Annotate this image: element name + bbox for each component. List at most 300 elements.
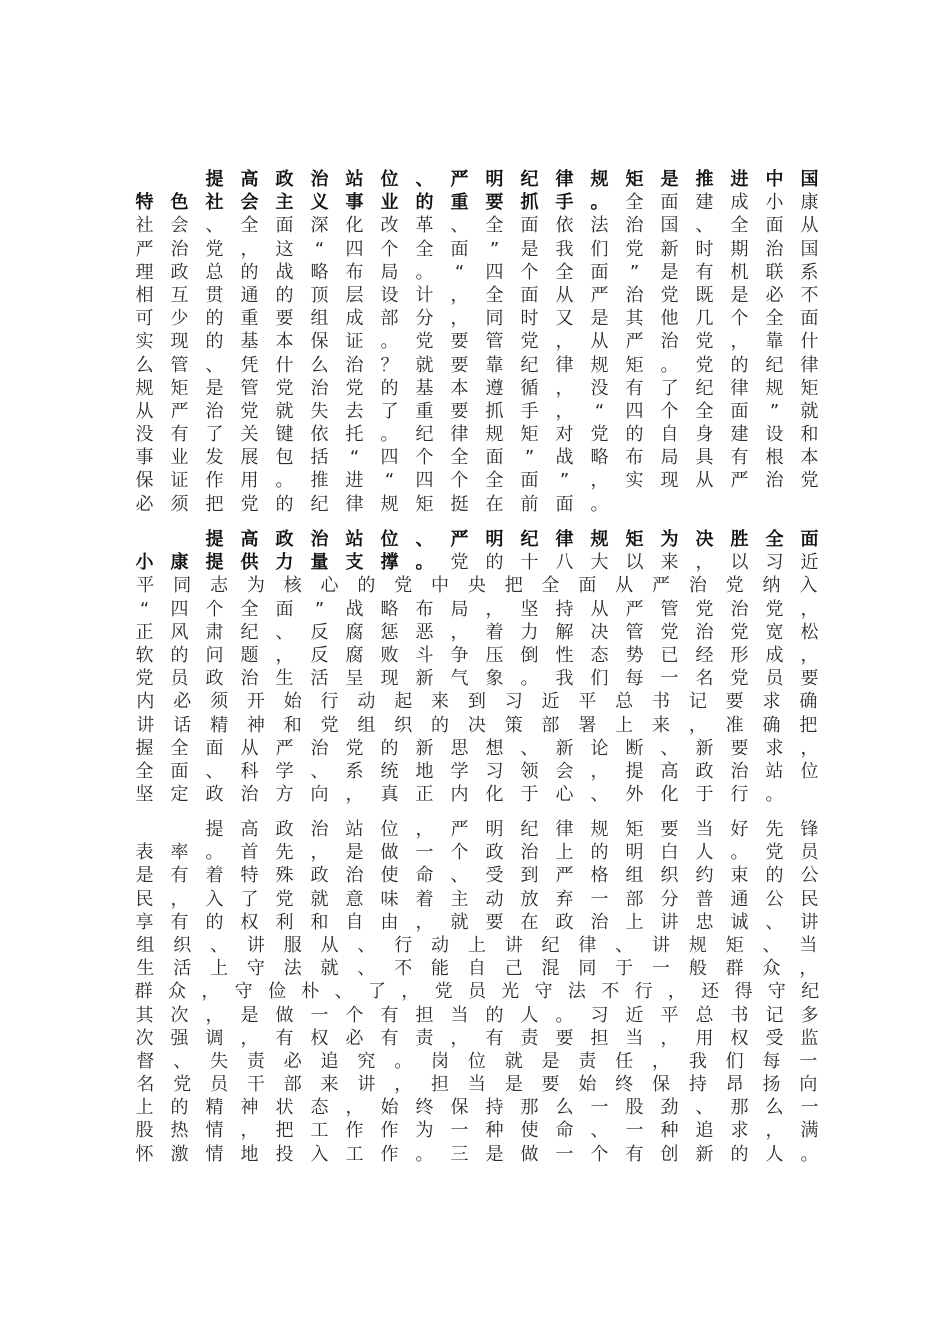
text-char: 依 — [310, 424, 329, 446]
text-char: 组 — [310, 308, 329, 330]
text-char: ” — [769, 400, 780, 422]
text-char: 锋 — [800, 819, 819, 840]
text-char: 动 — [357, 691, 376, 713]
text-char: 了 — [380, 400, 399, 422]
text-char: 了 — [205, 424, 224, 446]
text-char: 追 — [695, 1120, 714, 1142]
text-char: 事 — [345, 192, 364, 214]
text-char: 从 — [615, 575, 634, 597]
text-char: 一 — [652, 958, 670, 980]
text-char: 态 — [590, 644, 609, 666]
text-char: ” — [629, 261, 640, 283]
text-char: 群 — [134, 981, 153, 1003]
text-char: 本 — [450, 377, 469, 399]
text-char: 化 — [485, 784, 504, 806]
text-char: 面 — [800, 529, 819, 550]
text-char: 近 — [800, 552, 819, 574]
text-char: 治 — [310, 377, 329, 399]
text-char: 新 — [695, 737, 714, 759]
text-line — [127, 783, 827, 806]
text-char: 用 — [695, 1027, 714, 1049]
text-char: 面 — [578, 575, 597, 597]
text-char: 略 — [310, 261, 329, 283]
text-char: 坚 — [135, 784, 154, 806]
text-char: 面 — [555, 493, 574, 515]
text-char: 的 — [431, 714, 450, 736]
text-char: 那 — [520, 1097, 539, 1119]
text-char: 法 — [283, 958, 302, 980]
text-char: 党 — [275, 377, 294, 399]
text-char: 。 — [415, 1143, 434, 1165]
text-char: 问 — [205, 644, 224, 666]
text-char: 、 — [415, 169, 434, 190]
text-char: 律 — [555, 354, 574, 376]
text-char: 位 — [380, 169, 399, 190]
text-char: 明 — [485, 819, 504, 840]
text-char: 织 — [394, 714, 413, 736]
text-char: 矩 — [625, 354, 644, 376]
text-char: 就 — [800, 400, 819, 422]
text-char: 恶 — [415, 621, 434, 643]
text-char: 全 — [485, 215, 504, 237]
text-char: 色 — [170, 192, 189, 214]
text-char: 发 — [205, 447, 224, 469]
text-char: 同 — [578, 958, 597, 980]
text-char: 股 — [135, 1120, 154, 1142]
text-char: “ — [349, 447, 360, 469]
text-char: 互 — [170, 284, 189, 306]
text-char: 提 — [205, 529, 224, 550]
text-char: 联 — [765, 261, 784, 283]
text-char: 治 — [688, 575, 707, 597]
text-char: 行 — [730, 784, 749, 806]
paragraph-3 — [127, 818, 827, 1166]
text-char: 讲 — [504, 934, 523, 956]
text-char: 员 — [467, 981, 486, 1003]
text-char: 同 — [485, 308, 504, 330]
text-char: 来 — [660, 552, 679, 574]
text-char: 保 — [652, 1074, 670, 1096]
text-char: 纪 — [415, 424, 434, 446]
text-char: 的 — [275, 284, 294, 306]
text-char: 于 — [520, 784, 539, 806]
text-char: 、 — [357, 934, 376, 956]
text-char: 成 — [765, 644, 784, 666]
text-char: 是 — [345, 842, 364, 864]
text-char: 新 — [660, 238, 679, 260]
text-char: 四 — [625, 400, 644, 422]
text-char: 、 — [450, 865, 469, 887]
text-char: 在 — [520, 911, 539, 933]
text-char: 提 — [625, 760, 644, 782]
text-char: 治 — [660, 331, 679, 353]
text-char: 着 — [415, 888, 434, 910]
text-char: 上 — [555, 842, 574, 864]
text-char: 又 — [555, 308, 574, 330]
text-char: ， — [205, 1004, 224, 1026]
text-char: 面 — [520, 215, 539, 237]
text-char: 四 — [485, 261, 504, 283]
text-char: 的 — [380, 377, 399, 399]
text-char: 部 — [541, 714, 560, 736]
text-line — [127, 621, 827, 644]
text-char: 。 — [800, 1143, 819, 1165]
text-char: 民 — [800, 888, 819, 910]
text-char: 治 — [310, 169, 329, 190]
text-char: 矩 — [800, 377, 819, 399]
text-char: 党 — [695, 331, 714, 353]
text-char: 科 — [240, 760, 259, 782]
text-char: 相 — [135, 284, 154, 306]
text-char: 论 — [590, 737, 609, 759]
text-char: 服 — [283, 934, 302, 956]
text-char: 。 — [765, 784, 784, 806]
text-char: 倒 — [520, 644, 539, 666]
text-char: 保 — [135, 470, 154, 492]
text-char: 当 — [695, 819, 714, 840]
text-char: 投 — [275, 1143, 294, 1165]
text-char: ， — [170, 888, 189, 910]
text-char: 利 — [275, 911, 294, 933]
text-char: 局 — [660, 447, 679, 469]
text-char: 就 — [450, 911, 469, 933]
text-char: 全 — [485, 470, 504, 492]
text-char: 政 — [275, 529, 294, 550]
text-char: 治 — [205, 400, 224, 422]
text-char: 有 — [485, 1027, 504, 1049]
text-char: 的 — [205, 911, 224, 933]
text-char: 从 — [240, 737, 259, 759]
text-char: 面 — [520, 470, 539, 492]
text-char: 全 — [765, 308, 784, 330]
text-char: 思 — [450, 737, 469, 759]
text-char: 任 — [615, 1050, 634, 1072]
text-char: 一 — [590, 888, 609, 910]
text-char: 个 — [450, 470, 469, 492]
text-char: 可 — [135, 308, 154, 330]
text-char: 调 — [205, 1027, 224, 1049]
text-char: 平 — [578, 691, 597, 713]
text-char: 、 — [590, 1120, 609, 1142]
text-char: 身 — [695, 424, 714, 446]
text-char: 面 — [170, 760, 189, 782]
text-char: 确 — [762, 714, 781, 736]
text-char: 督 — [136, 1050, 155, 1072]
text-char: 员 — [765, 668, 784, 690]
text-char: 向 — [310, 784, 329, 806]
text-char: 全 — [240, 598, 259, 620]
text-char: 法 — [590, 215, 609, 237]
text-char: 松 — [800, 621, 819, 643]
text-char: 须 — [170, 493, 189, 515]
text-char: 四 — [345, 238, 364, 260]
text-char: 种 — [485, 1120, 504, 1142]
text-char: 就 — [310, 888, 329, 910]
text-char: 治 — [730, 598, 749, 620]
text-char: 党 — [765, 598, 784, 620]
text-char: 党 — [800, 470, 819, 492]
text-char: 形 — [730, 644, 749, 666]
text-char: ， — [660, 1027, 679, 1049]
text-char: 会 — [170, 215, 189, 237]
text-char: 严 — [135, 238, 154, 260]
text-char: 学 — [275, 760, 294, 782]
text-char: 高 — [240, 529, 259, 550]
text-char: 面 — [450, 238, 469, 260]
text-char: 业 — [380, 192, 399, 214]
text-char: 态 — [310, 1097, 329, 1119]
text-char: 括 — [310, 447, 329, 469]
text-char: ” — [559, 470, 570, 492]
text-char: 规 — [590, 354, 609, 376]
text-char: 政 — [555, 911, 574, 933]
text-char: 全 — [415, 238, 434, 260]
text-char: 从 — [135, 400, 154, 422]
text-char: 。 — [520, 668, 539, 690]
text-char: 习 — [590, 1004, 609, 1026]
text-char: ， — [201, 981, 220, 1003]
text-char: 讲 — [357, 1074, 376, 1096]
text-char: 局 — [450, 598, 469, 620]
text-char: 治 — [170, 238, 189, 260]
text-char: 明 — [625, 842, 644, 864]
text-char: 、 — [205, 215, 224, 237]
text-char: 严 — [450, 169, 469, 190]
text-char: 革 — [415, 215, 434, 237]
text-char: 软 — [135, 644, 154, 666]
text-char: 高 — [660, 760, 679, 782]
text-char: “ — [594, 400, 605, 422]
text-char: 斗 — [415, 644, 434, 666]
text-char: 受 — [485, 865, 504, 887]
text-char: 始 — [578, 1074, 597, 1096]
text-char: 推 — [310, 470, 329, 492]
text-char: 矩 — [415, 493, 434, 515]
text-char: 众 — [167, 981, 186, 1003]
text-char: 本 — [800, 447, 819, 469]
text-char: 是 — [660, 261, 679, 283]
text-char: 普 — [695, 888, 714, 910]
text-char: 神 — [240, 1097, 259, 1119]
text-char: 全 — [625, 192, 644, 214]
text-char: 作 — [380, 1143, 399, 1165]
text-char: 有 — [695, 261, 714, 283]
text-char: 的 — [730, 1143, 749, 1165]
text-char: 面 — [205, 737, 224, 759]
text-char: 。 — [730, 842, 749, 864]
text-char: 明 — [485, 529, 504, 550]
text-char: 求 — [765, 737, 784, 759]
text-line — [127, 354, 827, 377]
text-char: 化 — [660, 784, 679, 806]
text-char: 。 — [660, 354, 679, 376]
text-char: 是 — [485, 1143, 504, 1165]
text-char: 使 — [380, 865, 399, 887]
text-char: ， — [555, 377, 574, 399]
text-char: 员 — [170, 668, 189, 690]
text-char: 纪 — [310, 493, 329, 515]
text-char: ， — [800, 598, 819, 620]
text-char: 胜 — [730, 529, 749, 550]
text-char: 么 — [555, 1097, 574, 1119]
text-char: 先 — [275, 842, 294, 864]
text-char: 贯 — [205, 284, 224, 306]
text-char: 略 — [590, 447, 609, 469]
text-char: 规 — [590, 169, 609, 190]
text-char: 党 — [173, 1074, 192, 1096]
text-char: ， — [240, 238, 259, 260]
text-char: 党 — [415, 331, 434, 353]
text-char: 同 — [173, 575, 192, 597]
text-char: 要 — [555, 1027, 574, 1049]
text-char: 从 — [590, 598, 609, 620]
text-char: 推 — [695, 169, 714, 190]
text-char: 现 — [380, 668, 399, 690]
text-char: 站 — [345, 169, 364, 190]
text-char: 手 — [555, 192, 574, 214]
text-char: 的 — [240, 261, 259, 283]
text-char: 象 — [485, 668, 504, 690]
text-char: 、 — [173, 1050, 192, 1072]
text-line — [127, 1027, 827, 1050]
text-char: 治 — [240, 784, 259, 806]
text-char: 供 — [240, 552, 259, 574]
text-char: 包 — [275, 447, 294, 469]
text-char: 具 — [695, 447, 714, 469]
text-char: 平 — [660, 1004, 679, 1026]
text-line — [127, 1073, 827, 1096]
text-char: 上 — [615, 714, 634, 736]
text-char: 他 — [660, 308, 679, 330]
text-char: 党 — [625, 238, 644, 260]
text-char: 好 — [730, 819, 749, 840]
text-char: 的 — [205, 331, 224, 353]
text-char: 高 — [240, 819, 259, 840]
text-char: 计 — [415, 284, 434, 306]
text-char: 党 — [240, 400, 259, 422]
text-char: ， — [450, 284, 469, 306]
text-char: 纪 — [240, 621, 259, 643]
text-char: 八 — [555, 552, 574, 574]
text-char: 。 — [590, 493, 609, 515]
text-char: 精 — [205, 1097, 224, 1119]
text-char: 讲 — [800, 911, 819, 933]
text-char: 于 — [615, 958, 634, 980]
text-char: 有 — [380, 1004, 399, 1026]
text-char: 作 — [345, 1120, 364, 1142]
text-char: 由 — [380, 911, 399, 933]
text-char: 腐 — [345, 644, 364, 666]
text-char: 特 — [240, 865, 259, 887]
text-char: 要 — [800, 668, 819, 690]
text-char: 准 — [725, 714, 744, 736]
text-char: 须 — [210, 691, 229, 713]
text-char: 严 — [170, 400, 189, 422]
text-char: 当 — [467, 1074, 486, 1096]
text-char: 四 — [380, 447, 399, 469]
text-char: 地 — [240, 1143, 259, 1165]
text-char: 严 — [275, 737, 294, 759]
text-char: 组 — [625, 865, 644, 887]
text-char: 严 — [652, 575, 670, 597]
text-char: 真 — [380, 784, 399, 806]
text-char: 和 — [283, 714, 302, 736]
text-char: 要 — [541, 1074, 560, 1096]
text-char: 治 — [625, 215, 644, 237]
text-char: “ — [314, 238, 325, 260]
text-char: 织 — [173, 934, 192, 956]
text-char: 决 — [590, 621, 609, 643]
text-char — [162, 528, 197, 551]
text-char: 的 — [380, 737, 399, 759]
text-char: 矩 — [725, 934, 744, 956]
text-char: 要 — [450, 331, 469, 353]
text-char: 习 — [504, 691, 523, 713]
text-char: 怀 — [135, 1143, 154, 1165]
text-char: 有 — [170, 911, 189, 933]
text-char: 深 — [310, 215, 329, 237]
text-char: 众 — [762, 958, 781, 980]
text-char: 会 — [555, 760, 574, 782]
text-char: 党 — [394, 575, 413, 597]
text-char: 矩 — [625, 819, 644, 840]
text-char: 管 — [240, 377, 259, 399]
text-char: 局 — [380, 261, 399, 283]
text-char: 上 — [210, 958, 229, 980]
text-char: 治 — [765, 238, 784, 260]
text-char: 那 — [730, 1097, 749, 1119]
text-char: 着 — [205, 865, 224, 887]
text-char: 首 — [240, 842, 259, 864]
text-char: 社 — [135, 215, 154, 237]
text-char: 、 — [520, 737, 539, 759]
text-char: 人 — [695, 842, 714, 864]
text-char: 规 — [135, 377, 154, 399]
text-char: 遵 — [485, 377, 504, 399]
text-char: 想 — [485, 737, 504, 759]
text-char: 意 — [345, 888, 364, 910]
text-line — [127, 667, 827, 690]
text-char: 从 — [320, 934, 339, 956]
text-char: 名 — [136, 1074, 155, 1096]
text-char: 面 — [765, 215, 784, 237]
text-char: 失 — [210, 1050, 229, 1072]
text-line — [127, 330, 827, 353]
text-line — [127, 957, 827, 980]
text-char: 习 — [765, 552, 784, 574]
text-char: 着 — [485, 621, 504, 643]
text-char: 严 — [450, 529, 469, 550]
text-line — [127, 888, 827, 911]
text-char: 压 — [485, 644, 504, 666]
text-char: 次 — [135, 1027, 154, 1049]
text-char: 政 — [695, 760, 714, 782]
text-char: 成 — [730, 192, 749, 214]
text-char: 扬 — [762, 1074, 781, 1096]
text-char: 么 — [135, 354, 154, 376]
text-char: ， — [450, 621, 469, 643]
text-char: 守 — [767, 981, 786, 1003]
text-char: 提 — [205, 552, 224, 574]
text-char: ， — [345, 784, 364, 806]
text-char: 其 — [625, 308, 644, 330]
text-char: 近 — [625, 1004, 644, 1026]
text-char: 的 — [590, 842, 609, 864]
text-char: 持 — [555, 598, 574, 620]
text-char: 这 — [275, 238, 294, 260]
text-char: 权 — [310, 1027, 329, 1049]
text-char — [162, 168, 197, 191]
